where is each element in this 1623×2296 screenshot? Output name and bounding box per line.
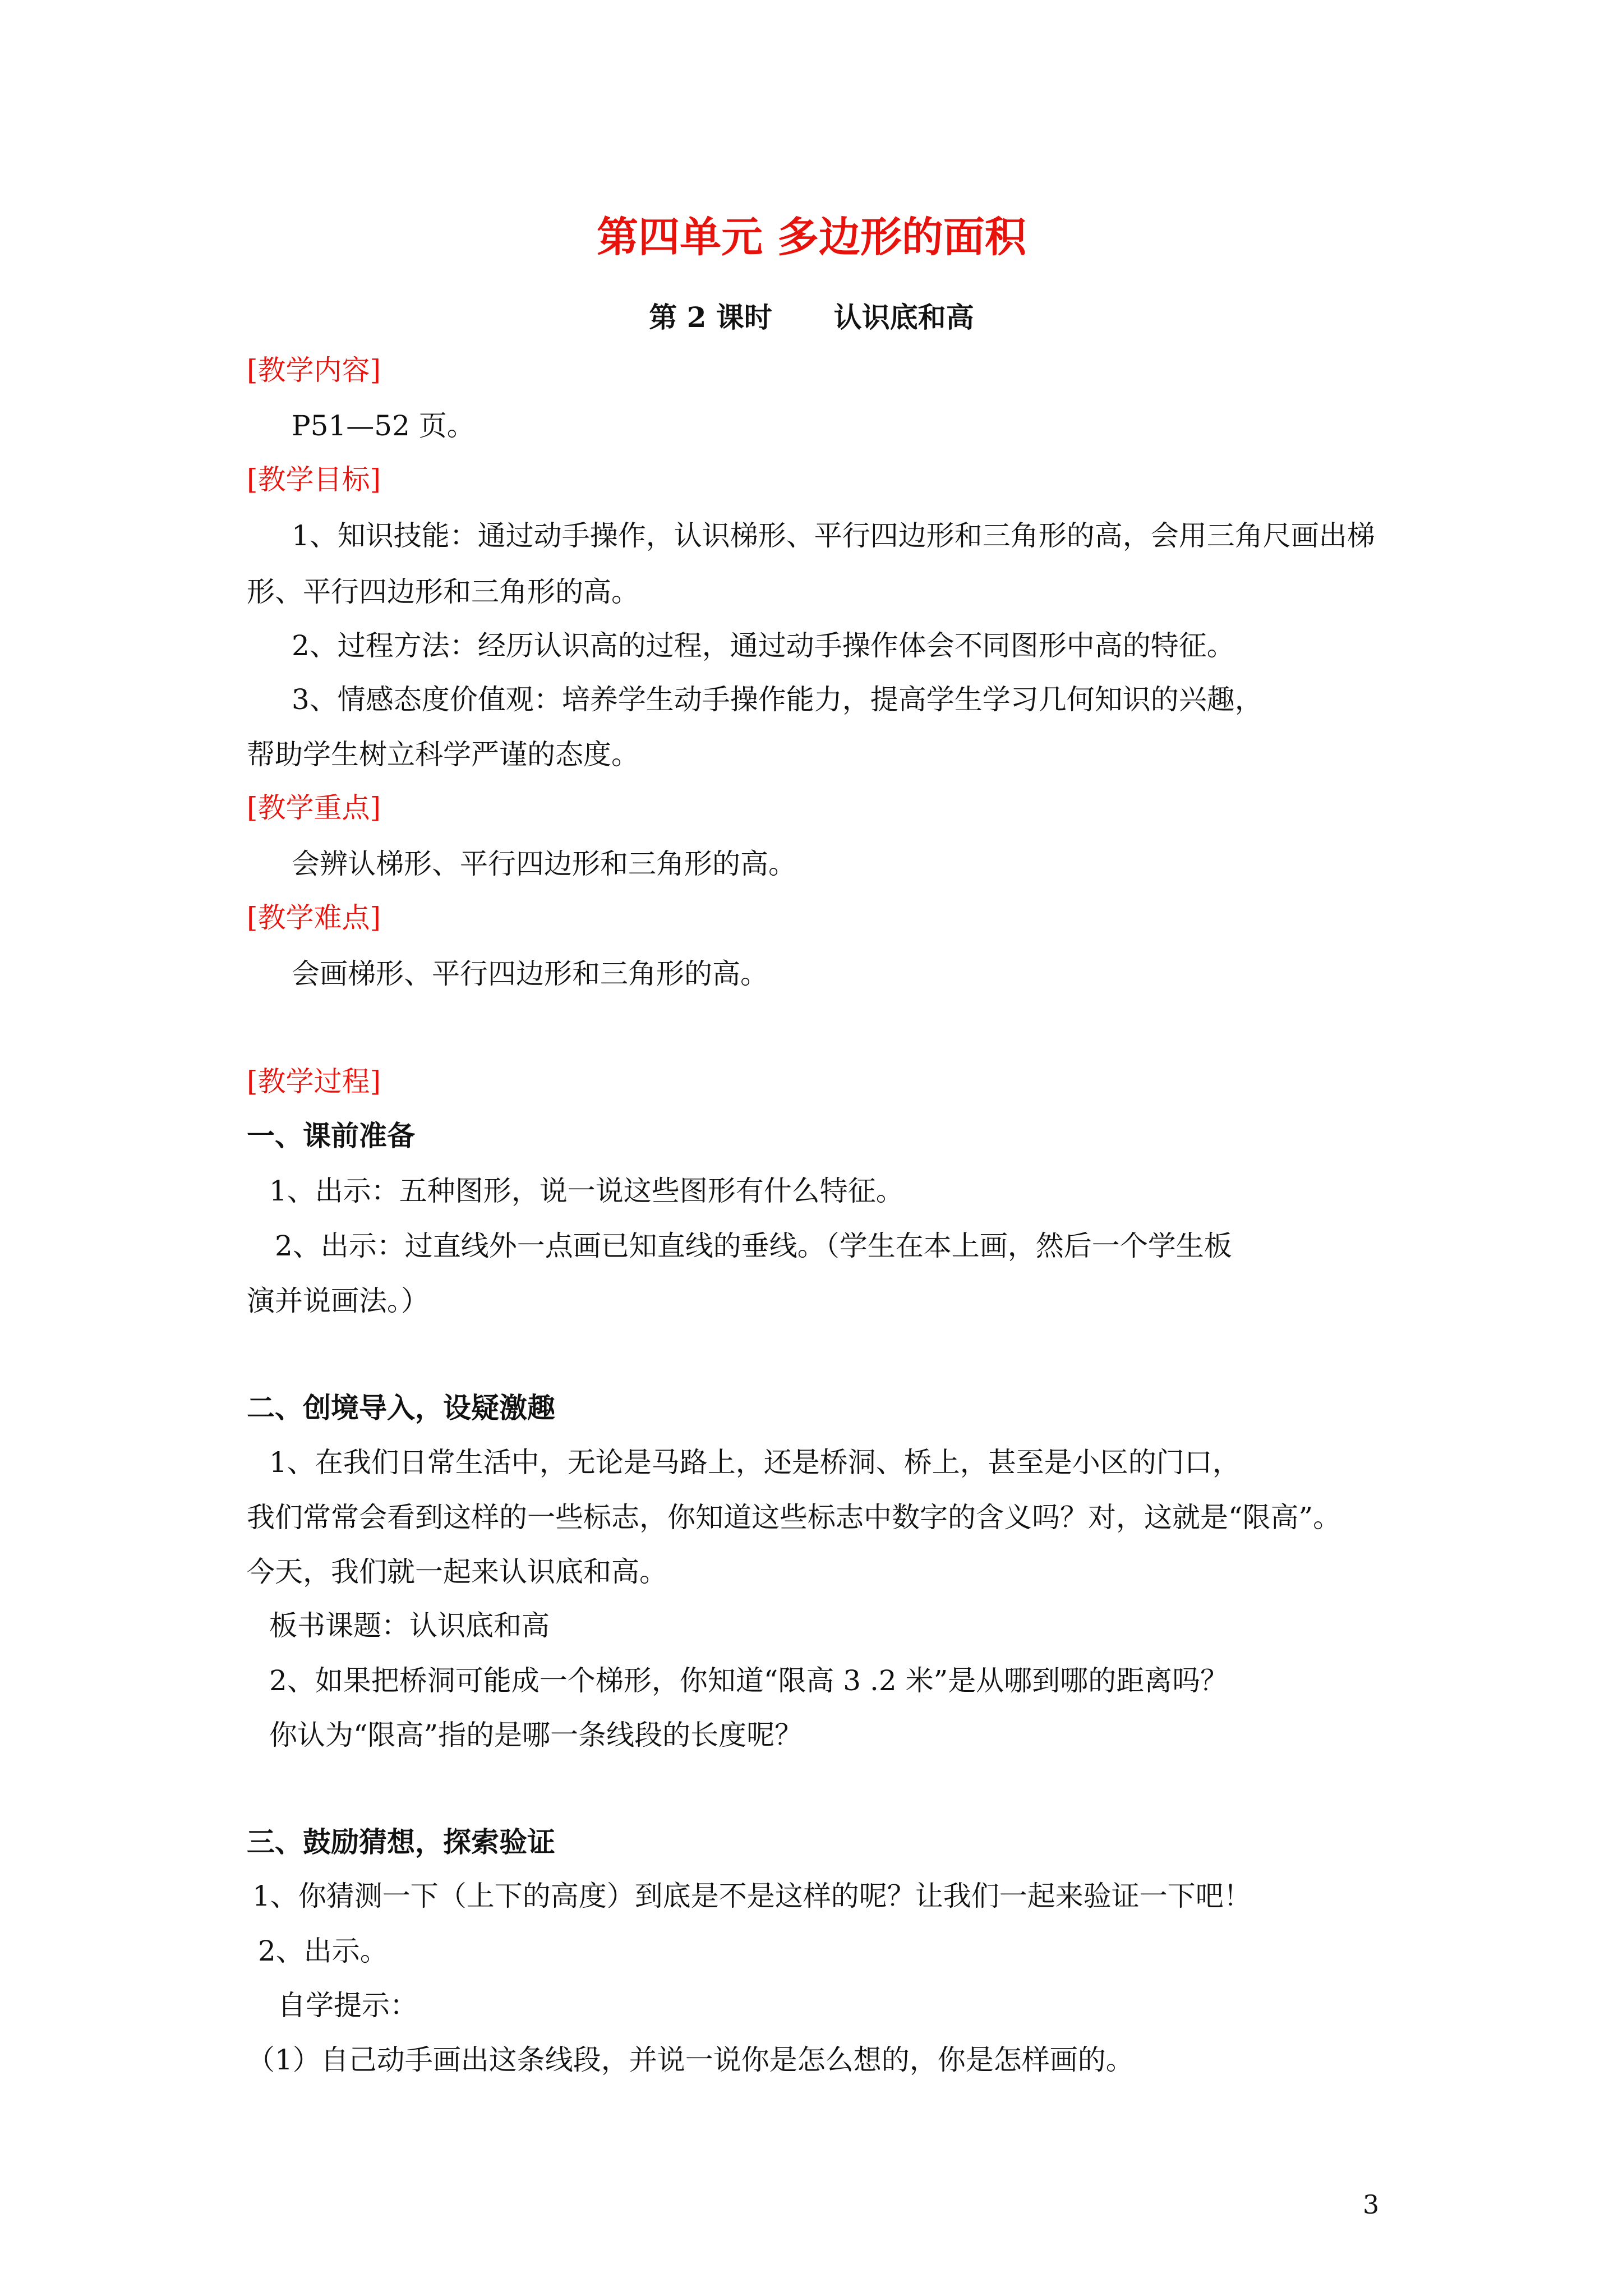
lesson-subtitle — [0, 301, 1623, 334]
page-title: 第四单元 多边形的面积 — [597, 213, 1026, 261]
part-2-item-1-line-3: 今天，我们就一起来认识底和高。 — [247, 1556, 667, 1588]
section-heading-process: [教学过程] — [247, 1065, 381, 1098]
board-title-note: 板书课题：认识底和高 — [269, 1609, 550, 1642]
content-text: P51—52 页。 — [292, 409, 475, 442]
goal-1-line-1: 1、知识技能：通过动手操作，认识梯形、平行四边形和三角形的高，会用三角尺画出梯 — [292, 519, 1375, 552]
difficulties-text: 会画梯形、平行四边形和三角形的高。 — [292, 958, 768, 990]
part-3-heading: 三、鼓励猜想，探索验证 — [247, 1825, 555, 1858]
self-study-hint-1: （1）自己动手画出这条线段，并说一说你是怎么想的，你是怎样画的。 — [247, 2044, 1134, 2076]
goal-2: 2、过程方法：经历认识高的过程，通过动手操作体会不同图形中高的特征。 — [292, 629, 1235, 662]
section-heading-key-points: [教学重点] — [247, 792, 381, 824]
section-heading-difficulties: [教学难点] — [247, 901, 381, 934]
part-1-heading: 一、课前准备 — [247, 1119, 415, 1152]
key-points-text: 会辨认梯形、平行四边形和三角形的高。 — [292, 848, 796, 880]
lesson-topic: 认识底和高 — [833, 301, 974, 334]
part-2-item-1-line-1: 1、在我们日常生活中，无论是马路上，还是桥洞、桥上，甚至是小区的门口， — [269, 1446, 1241, 1479]
self-study-hint-label: 自学提示： — [278, 1989, 418, 2022]
part-1-item-1: 1、出示：五种图形，说一说这些图形有什么特征。 — [269, 1175, 904, 1207]
goal-3-line-2: 帮助学生树立科学严谨的态度。 — [247, 738, 639, 771]
section-heading-goals: [教学目标] — [247, 463, 381, 496]
lesson-number: 第 2 课时 — [649, 301, 772, 334]
page-number: 3 — [1363, 2189, 1380, 2220]
part-3-item-2: 2、出示。 — [258, 1935, 388, 1967]
part-2-item-1-line-2: 我们常常会看到这样的一些标志，你知道这些标志中数字的含义吗？对，这就是“限高”。 — [247, 1501, 1341, 1534]
part-1-item-2-line-2: 演并说画法。） — [247, 1285, 429, 1317]
part-3-item-1: 1、你猜测一下（上下的高度）到底是不是这样的呢？让我们一起来验证一下吧！ — [252, 1880, 1252, 1912]
part-2-item-2-line-1: 2、如果把桥洞可能成一个梯形，你知道“限高 3 .2 米”是从哪到哪的距离吗？ — [269, 1664, 1229, 1697]
part-2-item-2-line-2: 你认为“限高”指的是哪一条线段的长度呢？ — [269, 1719, 803, 1751]
goal-1-line-2: 形、平行四边形和三角形的高。 — [247, 576, 639, 608]
section-heading-content: [教学内容] — [247, 354, 381, 386]
part-2-heading: 二、创境导入，设疑激趣 — [247, 1391, 555, 1424]
goal-3-line-1: 3、情感态度价值观：培养学生动手操作能力，提高学生学习几何知识的兴趣， — [292, 683, 1263, 716]
part-1-item-2-line-1: 2、出示：过直线外一点画已知直线的垂线。（学生在本上画，然后一个学生板 — [275, 1230, 1232, 1262]
